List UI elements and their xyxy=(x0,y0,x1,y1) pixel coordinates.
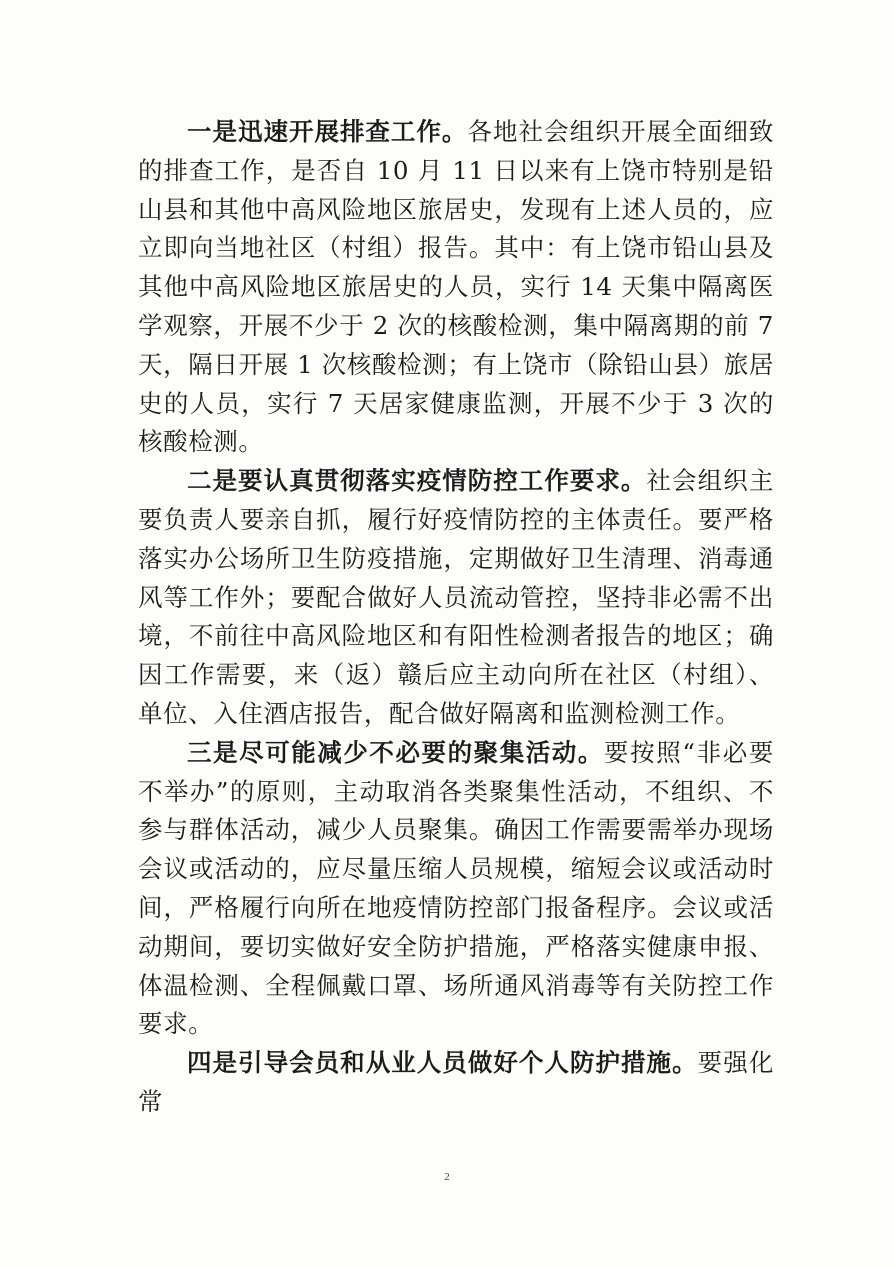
paragraph-2-heading: 二是要认真贯彻落实疫情防控工作要求。 xyxy=(187,466,647,496)
paragraph-1 xyxy=(138,113,774,462)
paragraph-4 xyxy=(138,1044,774,1122)
paragraph-3-heading: 三是尽可能减少不必要的聚集活动。 xyxy=(187,737,604,767)
paragraph-1-text: 各地社会组织开展全面细致的排查工作，是否自 10 月 11 日以来有上饶市特别是铅山县和其他中高风险地区旅居史，发现有上述人员的，应立即向当地社区（村组）报告。其中：有上饶市铅山县及其他中高风险地区旅居史的人员，实行 14 天集中隔离医学观察，开展不少于 2 次的核酸检测，集中隔离期的前 7 天，隔日开展 1 次核酸检测；有上饶市（除铅山县）旅居史的人员，实行 7 天居家健康监测，开展不少于 3 次的核酸检测。 xyxy=(138,117,775,457)
page-number: 2 xyxy=(444,1171,450,1183)
paragraph-1-heading: 一是迅速开展排查工作。 xyxy=(187,117,468,146)
paragraph-3-text: 要按照“非必要不举办”的原则，主动取消各类聚集性活动，不组织、不参与群体活动，减少人员聚集。确因工作需要需举办现场会议或活动的，应尽量压缩人员规模，缩短会议或活动时间，严格履行向所在地疫情防控部门报备程序。会议或活动期间，要切实做好安全防护措施，严格落实健康申报、体温检测、全程佩戴口罩、场所通风消毒等有关防控工作要求。 xyxy=(138,737,774,1039)
paragraph-2 xyxy=(138,462,774,734)
document-body xyxy=(138,113,774,1122)
paragraph-3 xyxy=(138,734,774,1044)
paragraph-4-text: 要强化常 xyxy=(138,1048,774,1116)
paragraph-4-heading: 四是引导会员和从业人员做好个人防护措施。 xyxy=(187,1048,698,1078)
paragraph-2-text: 社会组织主要负责人要亲自抓，履行好疫情防控的主体责任。要严格落实办公场所卫生防疫措施，定期做好卫生清理、消毒通风等工作外；要配合做好人员流动管控，坚持非必需不出境，不前往中高风险地区和有阳性检测者报告的地区；确因工作需要，来（返）赣后应主动向所在社区（村组）、单位、入住酒店报告，配合做好隔离和监测检测工作。 xyxy=(138,466,775,728)
